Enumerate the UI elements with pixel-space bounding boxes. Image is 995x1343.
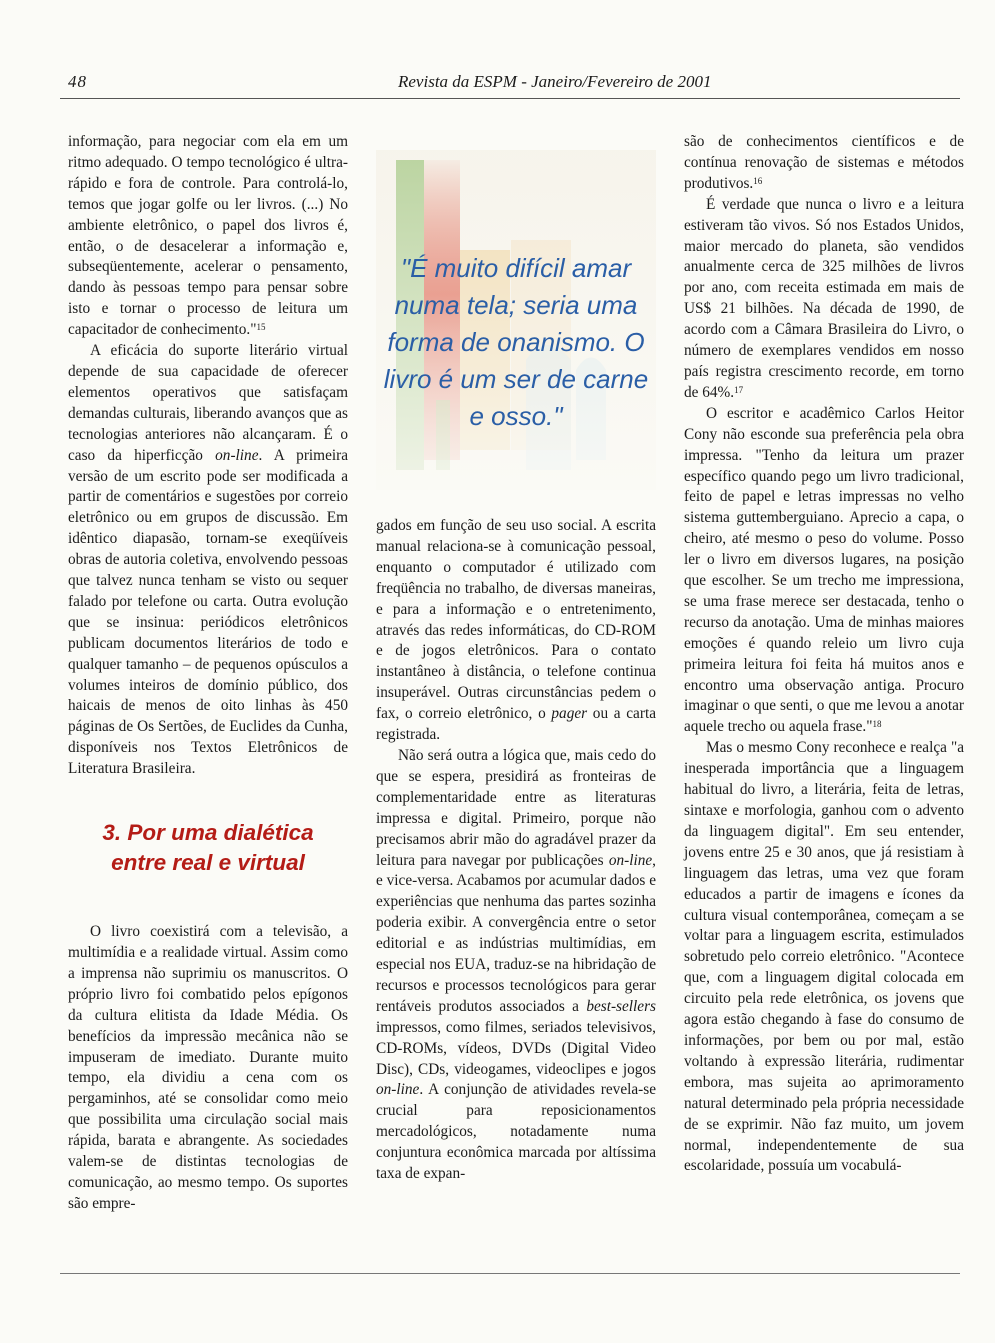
quote-text: "É muito difícil amar numa tela; seria uma forma de onanismo. O livro é um ser de carne e osso." xyxy=(383,253,649,431)
col2-paragraph-2: Não será outra a lógica que, mais cedo do que se espera, presidirá as fronteiras de complementaridade entre as literaturas impressa e digital. Primeiro, porque não precisamos abrir mão do agradável prazer da leitura para navegar por publicações on-line, e vice-versa. Acabamos por acumular dados e experiências que nenhuma das partes sozinha poderia exibir. A convergência entre o setor editorial e as indústrias multimídias, em especial nos EUA, traduz-se na hibridação de recursos e processos tecnológicos para gerar rentáveis produtos associados a best-sellers impressos, como filmes, seriados televisivos, CD-ROMs, vídeos, DVDs (Digital Video Disc), CDs, videogames, videoclipes e jogos on-line. A conjunção de atividades revela-se crucial para reposicionamentos mercadológicos, notadamente numa conjuntura econômica marcada por altíssima taxa de expan- xyxy=(376,746,656,1183)
page-number: 48 xyxy=(68,72,87,91)
col1-paragraph-3: O livro coexistirá com a televisão, a multimídia e a realidade virtual. Assim como a imprensa não suprimiu os manuscritos. O próprio livro foi combatido pelos epígonos da cultura elitista da Idade Média. Os benefícios da impressão mecânica não se impuseram de imediato. Durante muito tempo, ela dividiu a cena com os pergaminhos, até se consolidar como meio que possibilita uma circulação social mais rápida, barata e abrangente. As sociedades valem-se de distintas tecnologias de comunicação, ao mesmo tempo. Os suportes são empre- xyxy=(68,923,348,1212)
section-heading: 3. Por uma dialética entre real e virtual xyxy=(102,820,314,876)
pull-quote xyxy=(376,150,656,490)
col3-paragraph-4: Mas o mesmo Cony reconhece e realça "a inesperada importância que a linguagem habitual do livro, a literária, feita de letras, sintaxe e morfologia, ganhou com o advento da linguagem digital". Em seu entender, jovens entre 25 e 30 anos, que já resistiam à linguagem das letras, uma vez que foram educados a partir de imagens e ícones da cultura visual contemporânea, começam a se voltar para a linguagem escrita, estimulados sobretudo pelo correio eletrônico. "Acontece que, com a linguagem digital colocada em circuito pela rede eletrônica, os jovens que agora estão chegando à fase do consumo de informações, por bem ou por mal, estão voltando à expressão literária, rudimentar embora, mas sujeita ao aprimoramento natural determinado pela própria necessidade de se exprimir. Não faz muito, um jovem normal, independentemente de sua escolaridade, possuía um vocabulá- xyxy=(684,739,964,1175)
footer-rule xyxy=(60,1273,960,1274)
col1-paragraph-2: A eficácia do suporte literário virtual depende de sua capacidade de oferecer elementos operativos que satisfaçam demandas culturais, liberando avanços que as tecnologias anteriores não alcançaram. É o caso da hiperficção on-line. A primeira versão de um escrito pode ser modificada a partir de comentários e sugestões por correio eletrônico ou em grupos de discussão. Em idêntico diapasão, tornam-se exeqüíveis obras de autoria coletiva, envolvendo pessoas que talvez nunca tenham se visto ou sequer falado por telefone ou carta. Outra evolução que se insinua: periódicos eletrônicos publicam documentos literários de todo e qualquer tamanho – de pequenos opúsculos a volumes inteiros de domínio público, dos haicais de menos de oito linhas às 450 páginas de Os Sertões, de Euclides da Cunha, disponíveis nos Textos Eletrônicos de Literatura Brasileira. xyxy=(68,342,348,778)
column-1 xyxy=(68,132,348,1215)
col3-paragraph-1: são de conhecimentos científicos e de contínua renovação de sistemas e métodos produtivos.$^{16}$ xyxy=(684,133,964,192)
column-2 xyxy=(376,516,656,1185)
page-header xyxy=(60,72,960,99)
column-3 xyxy=(684,132,964,1177)
col1-paragraph-1: informação, para negociar com ela em um ritmo adequado. O tempo tecnológico é ultra-rápido e fora de controle. Para controlá-lo, temos que jogar golfe ou ler livros. (...) No ambiente eletrônico, o papel dos livros é, então, o de desacelerar a informação e, subseqüentemente, acelerar o pensamento, dando às pessoas tempo para pensar sobre isto e tornar o processo de leitura um capacitador de conhecimento."$^{15}$ xyxy=(68,133,348,339)
col2-paragraph-1: gados em função de seu uso social. A escrita manual relaciona-se à comunicação pessoal, enquanto o computador é utilizado com freqüência no trabalho, de diversas maneiras, e para a informação e o entretenimento, através das redes informáticas, do CD-ROM e de jogos eletrônicos. Para o contato instantâneo à distância, o telefone continua insuperável. Outras circunstâncias pedem o fax, o correio eletrônico, o pager ou a carta registrada. xyxy=(376,517,656,744)
footnote-ref: 15 xyxy=(256,322,266,333)
footnote-ref: 18 xyxy=(872,719,882,730)
footnote-ref: 16 xyxy=(753,175,763,186)
running-title: Revista da ESPM - Janeiro/Fevereiro de 2001 xyxy=(398,72,712,91)
col3-paragraph-3: O escritor e acadêmico Carlos Heitor Cony não esconde sua preferência pela obra impressa. "Tenho da leitura um prazer específico quando pego um livro tradicional, feito de papel e letras impressas no velho sistema guttemberguiano. Aprecio a capa, o cheiro, até mesmo o peso do volume. Posso ler o livro em diversos lugares, na posição que escolher. Se um trecho me impressiona, se uma frase merece ser destacada, tenho o recurso da anotação. Uma de minhas maiores emoções é quando releio um livro cuja primeira leitura foi feita há muitos anos e encontro uma observação antiga. Procuro imaginar o que senti, o que me levou a anotar aquele trecho ou aquela frase."$^{18}$ xyxy=(684,404,964,736)
footnote-ref: 17 xyxy=(734,384,744,395)
col3-paragraph-2: É verdade que nunca o livro e a leitura estiveram tão vivos. Só nos Estados Unidos, maior mercado do planeta, são vendidos anualmente cerca de 325 milhões de livros por ano, com receita estimada em mais de US$ 21 bilhões. Na década de 1990, de acordo com a Câmara Brasileira do Livro, o número de exemplares vendidos em nosso país registra crescimento recorde, em torno de 64%.$^{17}$ xyxy=(684,195,964,401)
